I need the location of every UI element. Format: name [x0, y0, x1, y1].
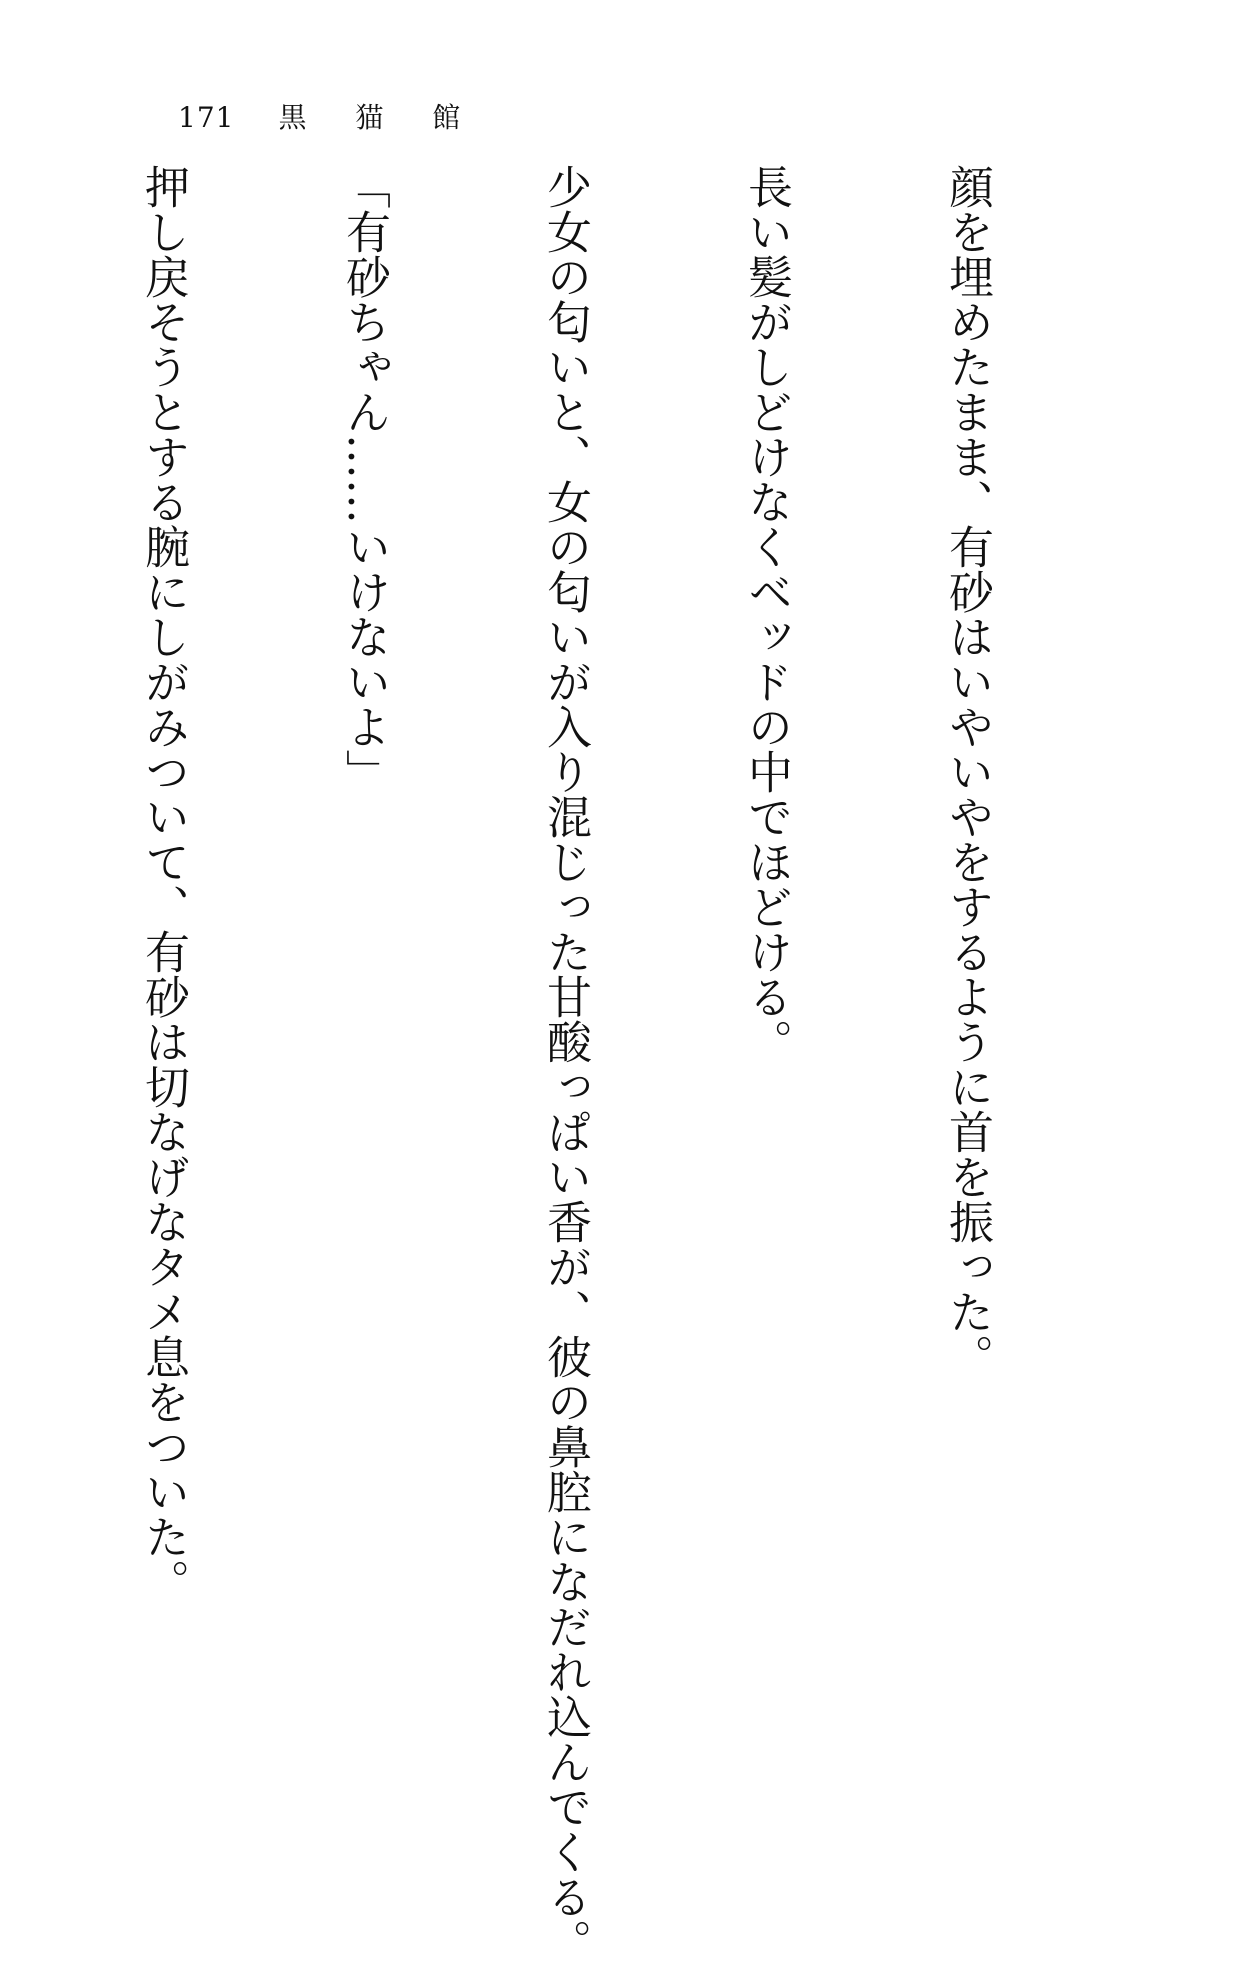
body-line: 押し戻そうとする腕にしがみついて、有砂は切なげなタメ息をついた。 [137, 164, 190, 1604]
body-line: 少女の匂いと、女の匂いが入り混じった甘酸っぱい香が、彼の鼻腔になだれ込んでくる。 [539, 164, 592, 1964]
body-text [0, 164, 1135, 1964]
page-header [178, 96, 480, 136]
body-line: 「有砂ちゃん……いけないよ」 [338, 164, 391, 794]
body-line: 長い髪がしどけなくベッドの中でほどける。 [740, 164, 793, 1064]
page-number: 171 [178, 101, 235, 134]
body-line: 顔を埋めたまま、有砂はいやいやをするように首を振った。 [941, 164, 994, 1379]
running-title: 黒 猫 館 [278, 101, 481, 134]
